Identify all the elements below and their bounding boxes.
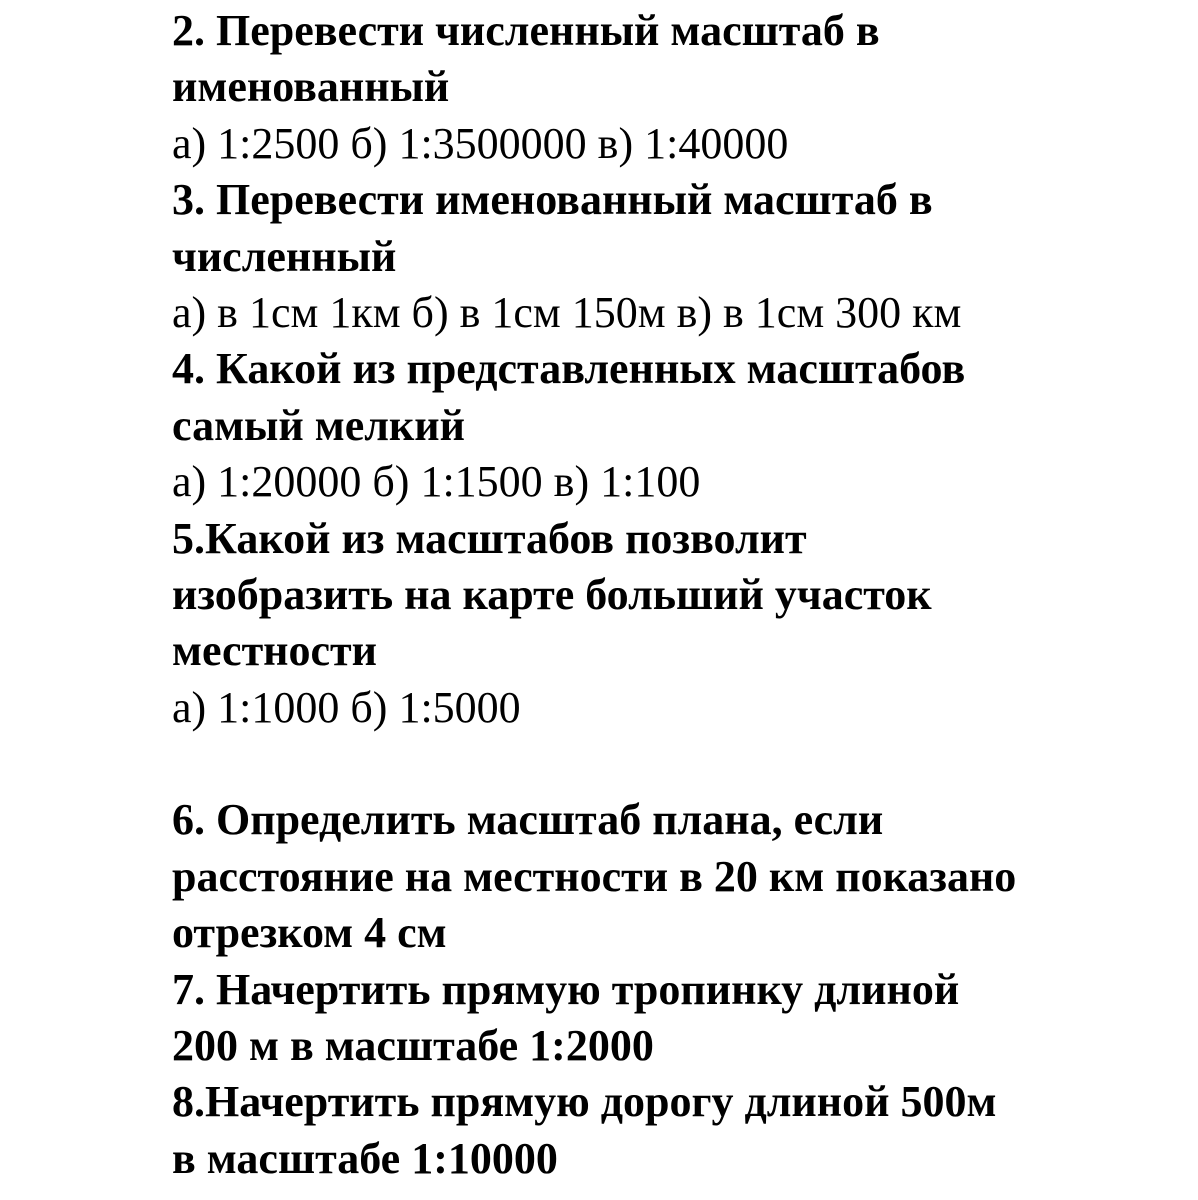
task-5-title-line-2: изобразить на карте больший участок — [172, 569, 932, 619]
worksheet — [172, 3, 1172, 1187]
task-7-title-line-2: 200 м в масштабе 1:2000 — [172, 1021, 654, 1071]
task-5-title-line-3: местности — [172, 626, 378, 676]
blank-spacer — [172, 736, 1172, 792]
task-4-title-line-1: 4. Какой из представленных масштабов — [172, 344, 966, 394]
task-8 — [172, 1074, 1172, 1187]
task-7-title-line-1: 7. Начертить прямую тропинку длиной — [172, 964, 960, 1014]
task-4-title-line-2: самый мелкий — [172, 400, 465, 450]
task-3-options: а) в 1см 1км б) в 1см 150м в) в 1см 300 км — [172, 287, 962, 337]
task-3 — [172, 172, 1172, 341]
task-4-options: а) 1:20000 б) 1:1500 в) 1:100 — [172, 457, 701, 507]
task-5 — [172, 511, 1172, 737]
task-2-options: а) 1:2500 б) 1:3500000 в) 1:40000 — [172, 118, 789, 168]
task-5-options: а) 1:1000 б) 1:5000 — [172, 682, 521, 732]
task-5-title-line-1: 5.Какой из масштабов позволит — [172, 513, 807, 563]
task-6 — [172, 792, 1172, 961]
task-3-title-line-2: численный — [172, 231, 397, 281]
task-2-title-line-2: именованный — [172, 62, 450, 112]
task-8-title-line-1: 8.Начертить прямую дорогу длиной 500м — [172, 1077, 997, 1127]
task-3-title-line-1: 3. Перевести именованный масштаб в — [172, 175, 933, 225]
task-8-title-line-2: в масштабе 1:10000 — [172, 1133, 558, 1183]
task-6-title-line-2: расстояние на местности в 20 км показано — [172, 851, 1017, 901]
task-6-title-line-3: отрезком 4 см — [172, 908, 447, 958]
task-6-title-line-1: 6. Определить масштаб плана, если — [172, 795, 884, 845]
task-7 — [172, 962, 1172, 1075]
task-4 — [172, 341, 1172, 510]
task-2-title-line-1: 2. Перевести численный масштаб в — [172, 6, 880, 55]
task-2 — [172, 3, 1172, 172]
